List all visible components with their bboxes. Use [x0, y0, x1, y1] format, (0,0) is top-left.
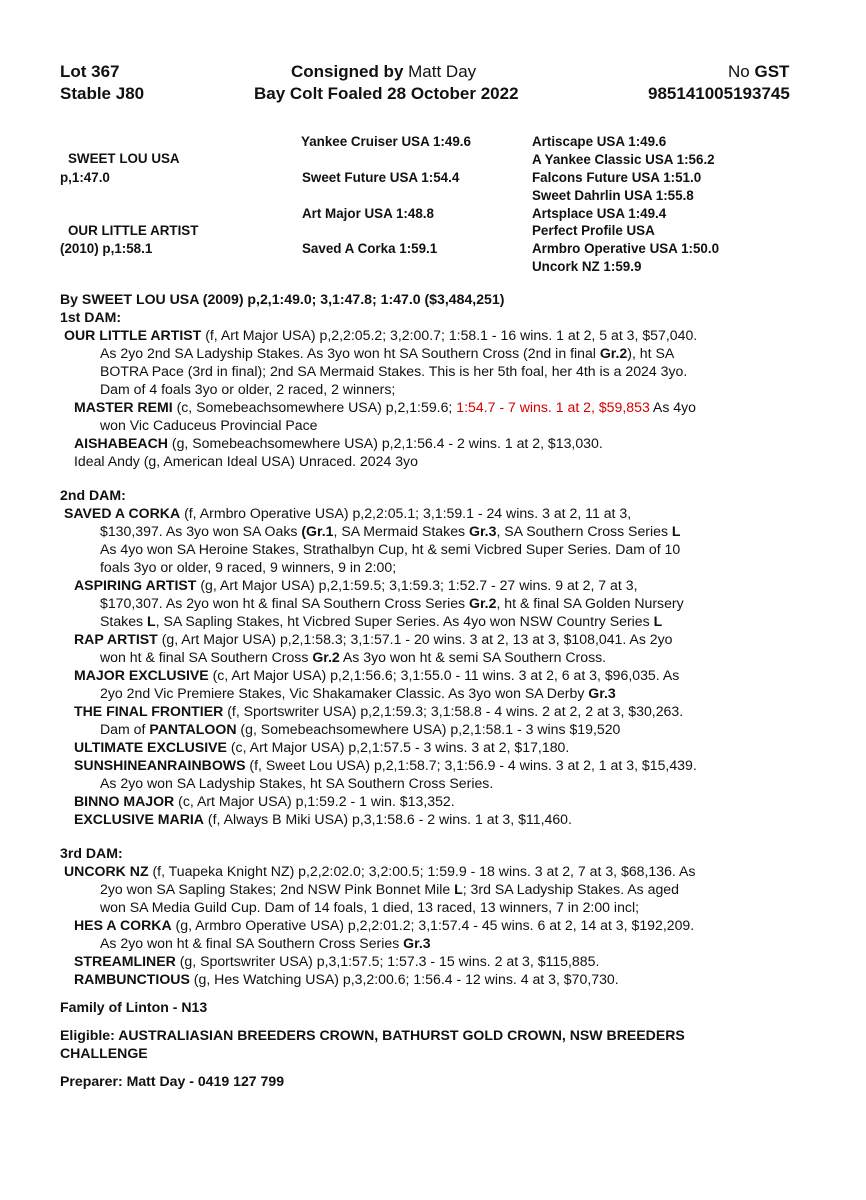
second-dam-line: EXCLUSIVE MARIA (f, Always B Miki USA) p,3,1:58.6 - 2 wins. 1 at 3, $11,460.: [74, 811, 572, 827]
stable-number: Stable J80: [60, 84, 145, 103]
horse-name: BINNO MAJOR: [74, 793, 175, 809]
family-line: Family of Linton - N13: [60, 999, 208, 1015]
second-dam-line: THE FINAL FRONTIER (f, Sportswriter USA) p,2,1:59.3; 3,1:58.8 - 4 wins. 2 at 2, 2 at 3, $30,263.: [74, 703, 684, 719]
third-dam-line: won SA Media Guild Cup. Dam of 14 foals, 1 died, 13 raced, 13 winners, 7 in 2:00 incl;: [100, 899, 639, 915]
second-dam-line: ULTIMATE EXCLUSIVE (c, Art Major USA) p,2,1:57.5 - 3 wins. 3 at 2, $17,180.: [74, 739, 570, 755]
first-dam-heading: 1st DAM:: [60, 309, 122, 325]
horse-name: UNCORK NZ: [64, 863, 149, 879]
first-dam-line: Dam of 4 foals 3yo or older, 2 raced, 2 winners;: [100, 381, 396, 397]
catalogue-body: [60, 290, 820, 1090]
gst-status: [728, 62, 789, 82]
pedigree-gen3-3: Falcons Future USA 1:51.0: [532, 170, 702, 185]
second-dam-line: As 4yo won SA Heroine Stakes, Strathalbyn Cup, ht & semi Vicbred Super Series. Dam of 10: [100, 541, 681, 557]
sire-summary: By SWEET LOU USA (2009) p,2,1:49.0; 3,1:47.8; 1:47.0 ($3,484,251): [60, 291, 505, 307]
pedigree-gen3-1: Artiscape USA 1:49.6: [532, 134, 667, 149]
second-dam-line: SAVED A CORKA (f, Armbro Operative USA) p,2,2:05.1; 3,1:59.1 - 24 wins. 3 at 2, 11 at 3,: [64, 505, 632, 521]
horse-name: OUR LITTLE ARTIST: [64, 327, 202, 343]
pedigree-gen2-2: Sweet Future USA 1:54.4: [302, 170, 460, 185]
pedigree-gen3-7: Armbro Operative USA 1:50.0: [532, 241, 720, 256]
horse-name: SUNSHINEANRAINBOWS: [74, 757, 246, 773]
horse-name: RAP ARTIST: [74, 631, 158, 647]
second-dam-line: SUNSHINEANRAINBOWS (f, Sweet Lou USA) p,2,1:58.7; 3,1:56.9 - 4 wins. 3 at 2, 1 at 3, $15,439.: [74, 757, 697, 773]
first-dam-line: As 2yo 2nd SA Ladyship Stakes. As 3yo won ht SA Southern Cross (2nd in final Gr.2), ht SA: [100, 345, 675, 361]
third-dam-heading: 3rd DAM:: [60, 845, 123, 861]
third-dam-line: STREAMLINER (g, Sportswriter USA) p,3,1:57.5; 1:57.3 - 15 wins. 2 at 3, $115,885.: [74, 953, 600, 969]
first-dam-line: Ideal Andy (g, American Ideal USA) Unraced. 2024 3yo: [74, 453, 418, 469]
pedigree-sire: SWEET LOU USA: [68, 151, 180, 166]
lot-number: Lot 367: [60, 62, 120, 81]
horse-name: MASTER REMI: [74, 399, 173, 415]
microchip-number: 985141005193745: [648, 84, 790, 103]
eligibility-line: Eligible: AUSTRALIASIAN BREEDERS CROWN, BATHURST GOLD CROWN, NSW BREEDERS: [60, 1027, 685, 1043]
pedigree-gen2-3: Art Major USA 1:48.8: [302, 206, 434, 221]
third-dam-line: RAMBUNCTIOUS (g, Hes Watching USA) p,3,2:00.6; 1:56.4 - 12 wins. 4 at 3, $70,730.: [74, 971, 619, 987]
pedigree-dam: OUR LITTLE ARTIST: [68, 223, 199, 238]
third-dam-line: HES A CORKA (g, Armbro Operative USA) p,2,2:01.2; 3,1:57.4 - 45 wins. 6 at 2, 14 at 3, $192,209.: [74, 917, 695, 933]
horse-description: Bay Colt Foaled 28 October 2022: [254, 84, 519, 103]
first-dam-section: [60, 308, 820, 470]
horse-name: SAVED A CORKA: [64, 505, 181, 521]
second-dam-line: won ht & final SA Southern Cross Gr.2 As 3yo won ht & semi SA Southern Cross.: [100, 649, 607, 665]
pedigree-gen3-2: A Yankee Classic USA 1:56.2: [532, 152, 715, 167]
first-dam-line: MASTER REMI (c, Somebeachsomewhere USA) p,2,1:59.6; 1:54.7 - 7 wins. 1 at 2, $59,853 As 4yo: [74, 399, 697, 415]
updated-record: 1:54.7 - 7 wins. 1 at 2, $59,853: [456, 399, 650, 415]
horse-name: MAJOR EXCLUSIVE: [74, 667, 209, 683]
third-dam-line: As 2yo won ht & final SA Southern Cross Series Gr.3: [100, 935, 431, 951]
first-dam-line: won Vic Caduceus Provincial Pace: [100, 417, 318, 433]
horse-name: THE FINAL FRONTIER: [74, 703, 224, 719]
horse-name: ASPIRING ARTIST: [74, 577, 197, 593]
pedigree-dam-record: (2010) p,1:58.1: [60, 241, 153, 256]
second-dam-line: Stakes L, SA Sapling Stakes, ht Vicbred Super Series. As 4yo won NSW Country Series L: [100, 613, 663, 629]
horse-name: EXCLUSIVE MARIA: [74, 811, 204, 827]
horse-name: HES A CORKA: [74, 917, 172, 933]
horse-name: STREAMLINER: [74, 953, 176, 969]
second-dam-line: RAP ARTIST (g, Art Major USA) p,2,1:58.3; 3,1:57.1 - 20 wins. 3 at 2, 13 at 3, $108,041. As 2yo: [74, 631, 673, 647]
second-dam-heading: 2nd DAM:: [60, 487, 126, 503]
eligibility-line-2: CHALLENGE: [60, 1045, 148, 1061]
race-grade: Gr.2: [599, 345, 628, 361]
horse-name: RAMBUNCTIOUS: [74, 971, 190, 987]
second-dam-line: Dam of PANTALOON (g, Somebeachsomewhere USA) p,2,1:58.1 - 3 wins $19,520: [100, 721, 621, 737]
consigned-label: Consigned by: [291, 62, 404, 81]
horse-name: ULTIMATE EXCLUSIVE: [74, 739, 227, 755]
second-dam-line: foals 3yo or older, 9 raced, 9 winners, 9 in 2:00;: [100, 559, 397, 575]
gst-value: GST: [754, 62, 790, 81]
pedigree-gen3-8: Uncork NZ 1:59.9: [532, 259, 642, 274]
second-dam-line: BINNO MAJOR (c, Art Major USA) p,1:59.2 - 1 win. $13,352.: [74, 793, 455, 809]
pedigree-gen2-1: Yankee Cruiser USA 1:49.6: [301, 134, 471, 149]
pedigree-gen3-4: Sweet Dahrlin USA 1:55.8: [532, 188, 694, 203]
second-dam-line: MAJOR EXCLUSIVE (c, Art Major USA) p,2,1:56.6; 3,1:55.0 - 11 wins. 3 at 2, 6 at 3, $96,035. As: [74, 667, 680, 683]
third-dam-line: 2yo won SA Sapling Stakes; 2nd NSW Pink Bonnet Mile L; 3rd SA Ladyship Stakes. As aged: [100, 881, 679, 897]
first-dam-line: OUR LITTLE ARTIST (f, Art Major USA) p,2,2:05.2; 3,2:00.7; 1:58.1 - 16 wins. 1 at 2, 5 at 3, $57,040.: [64, 327, 698, 343]
third-dam-section: [60, 844, 820, 988]
gst-label: No: [728, 62, 750, 81]
second-dam-line: ASPIRING ARTIST (g, Art Major USA) p,2,1:59.5; 3,1:59.3; 1:52.7 - 27 wins. 9 at 2, 7 at 3,: [74, 577, 638, 593]
pedigree-gen2-4: Saved A Corka 1:59.1: [302, 241, 438, 256]
horse-name: AISHABEACH: [74, 435, 168, 451]
consignor-name: Matt Day: [408, 62, 477, 81]
pedigree-sire-record: p,1:47.0: [60, 170, 110, 185]
first-dam-line: AISHABEACH (g, Somebeachsomewhere USA) p,2,1:56.4 - 2 wins. 1 at 2, $13,030.: [74, 435, 603, 451]
second-dam-line: $130,397. As 3yo won SA Oaks (Gr.1, SA Mermaid Stakes Gr.3, SA Southern Cross Series L: [100, 523, 681, 539]
third-dam-line: UNCORK NZ (f, Tuapeka Knight NZ) p,2,2:02.0; 3,2:00.5; 1:59.9 - 18 wins. 3 at 2, 7 at 3, $68,136. As: [64, 863, 696, 879]
second-dam-line: 2yo 2nd Vic Premiere Stakes, Vic Shakamaker Classic. As 3yo won SA Derby Gr.3: [100, 685, 616, 701]
first-dam-line: BOTRA Pace (3rd in final); 2nd SA Mermaid Stakes. This is her 5th foal, her 4th is a 2024 3yo.: [100, 363, 688, 379]
second-dam-line: As 2yo won SA Ladyship Stakes, ht SA Southern Cross Series.: [100, 775, 494, 791]
horse-name: PANTALOON: [149, 721, 237, 737]
second-dam-line: $170,307. As 2yo won ht & final SA Southern Cross Series Gr.2, ht & final SA Golden Nursery: [100, 595, 684, 611]
pedigree-gen3-5: Artsplace USA 1:49.4: [532, 206, 667, 221]
preparer-line: Preparer: Matt Day - 0419 127 799: [60, 1073, 285, 1089]
consignor-line: [291, 62, 476, 82]
second-dam-section: [60, 486, 820, 828]
pedigree-gen3-6: Perfect Profile USA: [532, 223, 655, 238]
